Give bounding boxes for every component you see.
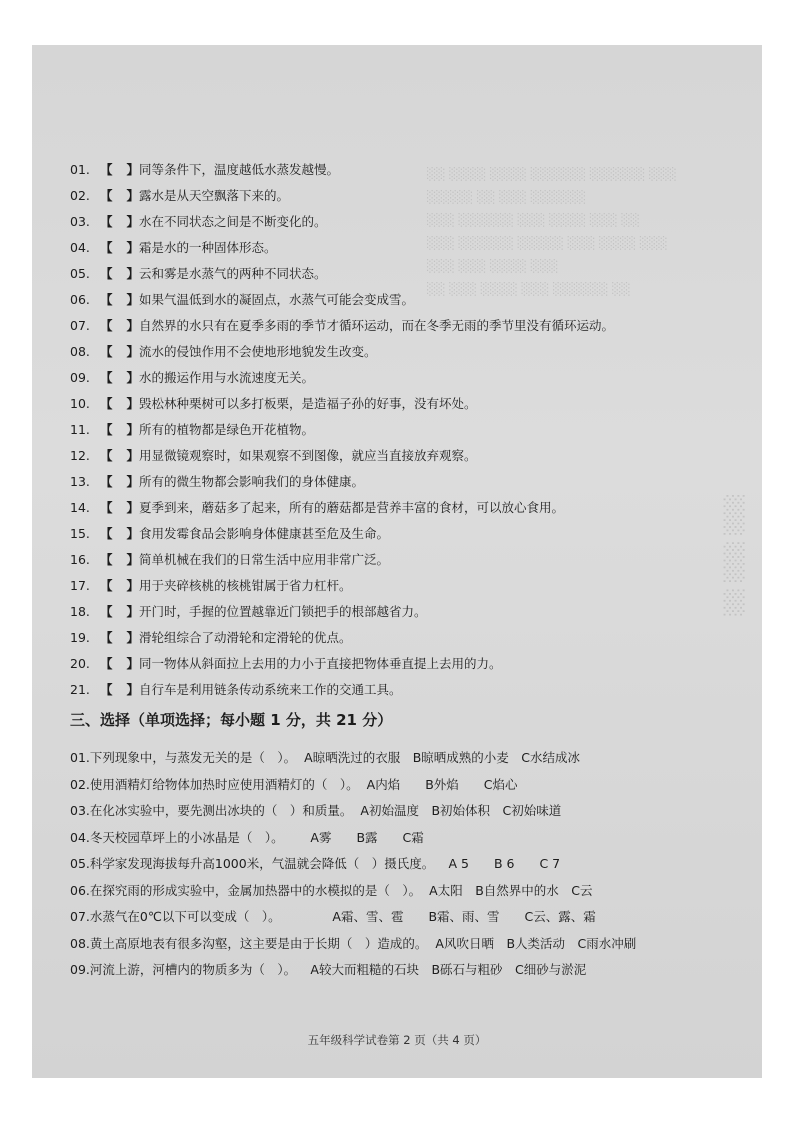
answer-bracket-close: 】 — [126, 370, 140, 385]
question-number: 08. — [70, 344, 90, 359]
true-false-item — [70, 157, 750, 183]
question-number: 02. — [70, 188, 90, 203]
answer-bracket-close: 】 — [126, 240, 140, 255]
answer-bracket-close: 】 — [126, 448, 140, 463]
answer-options: A风吹日晒 B人类活动 C雨水冲刷 — [435, 935, 637, 951]
answer-options: A初始温度 B初始体积 C初始味道 — [360, 803, 562, 818]
answer-options: A内焰 B外焰 C焰心 — [366, 776, 518, 792]
question-text: 自然界的水只有在夏季多雨的季节才循环运动，而在冬季无雨的季节里没有循环运动。 — [139, 318, 615, 333]
answer-bracket-open[interactable]: 【 — [100, 162, 113, 177]
show-through-text-right: ░░░ ░░░ ░░ — [723, 495, 744, 618]
multiple-choice-item — [70, 957, 750, 984]
true-false-item — [70, 677, 750, 703]
answer-bracket-close: 】 — [126, 318, 140, 333]
true-false-item — [70, 287, 750, 313]
question-number: 05. — [70, 266, 90, 281]
question-number: 04. — [70, 829, 90, 845]
question-number: 09. — [70, 962, 90, 977]
true-false-item — [70, 495, 750, 521]
true-false-item — [70, 521, 750, 547]
answer-bracket-close: 】 — [126, 552, 140, 567]
answer-bracket-close: 】 — [126, 422, 140, 437]
question-number: 12. — [70, 448, 90, 463]
answer-bracket-open[interactable]: 【 — [100, 656, 113, 671]
question-text: 所有的植物都是绿色开花植物。 — [139, 422, 315, 437]
question-stem: 下列现象中，与蒸发无关的是（ ）。 — [89, 750, 297, 765]
true-false-list — [70, 157, 750, 703]
question-number: 06. — [70, 292, 90, 307]
question-stem: 在探究雨的形成实验中，金属加热器中的水模拟的是（ ）。 — [89, 882, 422, 898]
question-number: 01. — [70, 750, 90, 765]
answer-bracket-open[interactable]: 【 — [100, 578, 113, 593]
answer-options: A 5 B 6 C 7 — [435, 856, 561, 871]
answer-bracket-close: 】 — [126, 630, 140, 645]
answer-bracket-close: 】 — [126, 604, 140, 619]
answer-options: A霜、雪、雹 B霜、雨、雪 C云、露、霜 — [282, 909, 596, 924]
exam-page — [32, 45, 762, 1078]
answer-bracket-open[interactable]: 【 — [100, 500, 113, 515]
answer-bracket-close: 】 — [126, 682, 140, 697]
answer-bracket-open[interactable]: 【 — [100, 188, 113, 203]
answer-bracket-open[interactable]: 【 — [100, 422, 113, 437]
question-number: 16. — [70, 552, 90, 567]
answer-bracket-open[interactable]: 【 — [100, 682, 113, 697]
answer-bracket-close: 】 — [126, 396, 140, 411]
question-number: 14. — [70, 500, 90, 515]
question-number: 06. — [70, 882, 90, 898]
question-text: 毁松林种栗树可以多打板栗，是造福子孙的好事，没有坏处。 — [139, 396, 477, 411]
answer-bracket-open[interactable]: 【 — [100, 344, 113, 359]
true-false-item — [70, 469, 750, 495]
multiple-choice-item — [70, 851, 750, 878]
answer-bracket-open[interactable]: 【 — [100, 474, 113, 489]
answer-options: A晾晒洗过的衣服 B晾晒成熟的小麦 C水结成冰 — [304, 750, 581, 765]
question-number: 04. — [70, 240, 90, 255]
true-false-item — [70, 443, 750, 469]
question-number: 07. — [70, 318, 90, 333]
question-number: 03. — [70, 214, 90, 229]
question-text: 自行车是利用链条传动系统来工作的交通工具。 — [139, 682, 402, 697]
question-number: 02. — [70, 776, 90, 792]
question-number: 07. — [70, 909, 90, 924]
answer-bracket-close: 】 — [126, 526, 140, 541]
true-false-item — [70, 625, 750, 651]
question-text: 简单机械在我们的日常生活中应用非常广泛。 — [139, 552, 390, 567]
answer-bracket-close: 】 — [126, 292, 140, 307]
multiple-choice-list — [70, 745, 750, 984]
multiple-choice-item — [70, 931, 750, 958]
answer-bracket-close: 】 — [126, 162, 140, 177]
exam-content — [70, 157, 750, 984]
answer-bracket-close: 】 — [126, 474, 140, 489]
answer-bracket-open[interactable]: 【 — [100, 526, 113, 541]
true-false-item — [70, 547, 750, 573]
answer-bracket-open[interactable]: 【 — [100, 370, 113, 385]
question-text: 霜是水的一种固体形态。 — [139, 240, 277, 255]
answer-bracket-open[interactable]: 【 — [100, 266, 113, 281]
multiple-choice-item — [70, 878, 750, 905]
answer-bracket-open[interactable]: 【 — [100, 292, 113, 307]
question-number: 18. — [70, 604, 90, 619]
question-text: 水的搬运作用与水流速度无关。 — [139, 370, 315, 385]
page-footer: 五年级科学试卷第 2 页（共 4 页） — [307, 1033, 487, 1047]
question-text: 所有的微生物都会影响我们的身体健康。 — [139, 474, 365, 489]
question-number: 03. — [70, 803, 90, 818]
answer-bracket-close: 】 — [126, 656, 140, 671]
question-stem: 水蒸气在0℃以下可以变成（ ）。 — [89, 909, 275, 924]
question-stem: 科学家发现海拔每升高1000米，气温就会降低（ ）摄氏度。 — [89, 856, 428, 871]
question-number: 20. — [70, 656, 90, 671]
answer-bracket-open[interactable]: 【 — [100, 318, 113, 333]
question-number: 01. — [70, 162, 90, 177]
true-false-item — [70, 183, 750, 209]
question-number: 21. — [70, 682, 90, 697]
answer-options: A较大而粗糙的石块 B砾石与粗砂 C细砂与淤泥 — [297, 962, 587, 977]
answer-bracket-open[interactable]: 【 — [100, 448, 113, 463]
true-false-item — [70, 417, 750, 443]
answer-bracket-close: 】 — [126, 578, 140, 593]
true-false-item — [70, 573, 750, 599]
answer-bracket-open[interactable]: 【 — [100, 630, 113, 645]
answer-options: A太阳 B自然界中的水 C云 — [429, 882, 593, 898]
question-stem: 使用酒精灯给物体加热时应使用酒精灯的（ ）。 — [89, 776, 359, 792]
answer-bracket-open[interactable]: 【 — [100, 604, 113, 619]
answer-bracket-close: 】 — [126, 266, 140, 281]
true-false-item — [70, 365, 750, 391]
question-number: 09. — [70, 370, 90, 385]
question-text: 如果气温低到水的凝固点，水蒸气可能会变成雪。 — [139, 292, 415, 307]
true-false-item — [70, 651, 750, 677]
multiple-choice-item — [70, 825, 750, 852]
question-number: 19. — [70, 630, 90, 645]
multiple-choice-item — [70, 745, 750, 772]
true-false-item — [70, 261, 750, 287]
answer-options: A雾 B露 C霜 — [285, 829, 424, 845]
question-text: 流水的侵蚀作用不会使地形地貌发生改变。 — [139, 344, 377, 359]
question-text: 夏季到来，蘑菇多了起来，所有的蘑菇都是营养丰富的食材，可以放心食用。 — [139, 500, 565, 515]
multiple-choice-item — [70, 904, 750, 931]
question-number: 08. — [70, 935, 90, 951]
answer-bracket-close: 】 — [126, 500, 140, 515]
answer-bracket-open[interactable]: 【 — [100, 214, 113, 229]
true-false-item — [70, 313, 750, 339]
question-number: 13. — [70, 474, 90, 489]
question-text: 开门时，手握的位置越靠近门锁把手的根部越省力。 — [139, 604, 427, 619]
question-stem: 冬天校园草坪上的小冰晶是（ ）。 — [89, 829, 278, 845]
question-text: 露水是从天空飘落下来的。 — [139, 188, 290, 203]
true-false-item — [70, 235, 750, 261]
question-text: 用于夹碎核桃的核桃钳属于省力杠杆。 — [139, 578, 352, 593]
section-title: 三、选择（单项选择；每小题 1 分，共 21 分） — [70, 711, 393, 729]
question-text: 食用发霉食品会影响身体健康甚至危及生命。 — [139, 526, 390, 541]
question-stem: 河流上游，河槽内的物质多为（ ）。 — [89, 962, 290, 977]
multiple-choice-item — [70, 772, 750, 799]
answer-bracket-close: 】 — [126, 188, 140, 203]
question-number: 15. — [70, 526, 90, 541]
true-false-item — [70, 209, 750, 235]
question-text: 滑轮组综合了动滑轮和定滑轮的优点。 — [139, 630, 352, 645]
show-through-text: ░░ ░░░░ ░░░░ ░░░░░░ ░░░░░░ ░░░ ░░░░░ ░░ ░░░ ░░░░░░ ░░░ ░░░░░░ ░░░ ░░░░ ░░░ ░░ ░░░ ░░░░░░ ░░░░░ ░░░ ░░░░ ░░░ ░░░ ░░░ ░░░░ ░░░ ░░ ░░░ ░░░░ ░░░ ░░░░░░ ░░ — [427, 167, 677, 296]
multiple-choice-item — [70, 798, 750, 825]
answer-bracket-close: 】 — [126, 344, 140, 359]
true-false-item — [70, 391, 750, 417]
question-stem: 黄土高原地表有很多沟壑，这主要是由于长期（ ）造成的。 — [89, 935, 428, 951]
answer-bracket-close: 】 — [126, 214, 140, 229]
true-false-item — [70, 339, 750, 365]
answer-bracket-open[interactable]: 【 — [100, 552, 113, 567]
true-false-item — [70, 599, 750, 625]
question-text: 水在不同状态之间是不断变化的。 — [139, 214, 327, 229]
question-text: 同等条件下，温度越低水蒸发越慢。 — [139, 162, 340, 177]
answer-bracket-open[interactable]: 【 — [100, 396, 113, 411]
question-text: 用显微镜观察时，如果观察不到图像，就应当直接放弃观察。 — [139, 448, 477, 463]
question-number: 05. — [70, 856, 90, 871]
question-number: 11. — [70, 422, 90, 437]
question-text: 同一物体从斜面拉上去用的力小于直接把物体垂直提上去用的力。 — [139, 656, 502, 671]
question-number: 10. — [70, 396, 90, 411]
question-text: 云和雾是水蒸气的两种不同状态。 — [139, 266, 327, 281]
question-number: 17. — [70, 578, 90, 593]
question-stem: 在化冰实验中，要先测出冰块的（ ）和质量。 — [89, 803, 353, 818]
answer-bracket-open[interactable]: 【 — [100, 240, 113, 255]
